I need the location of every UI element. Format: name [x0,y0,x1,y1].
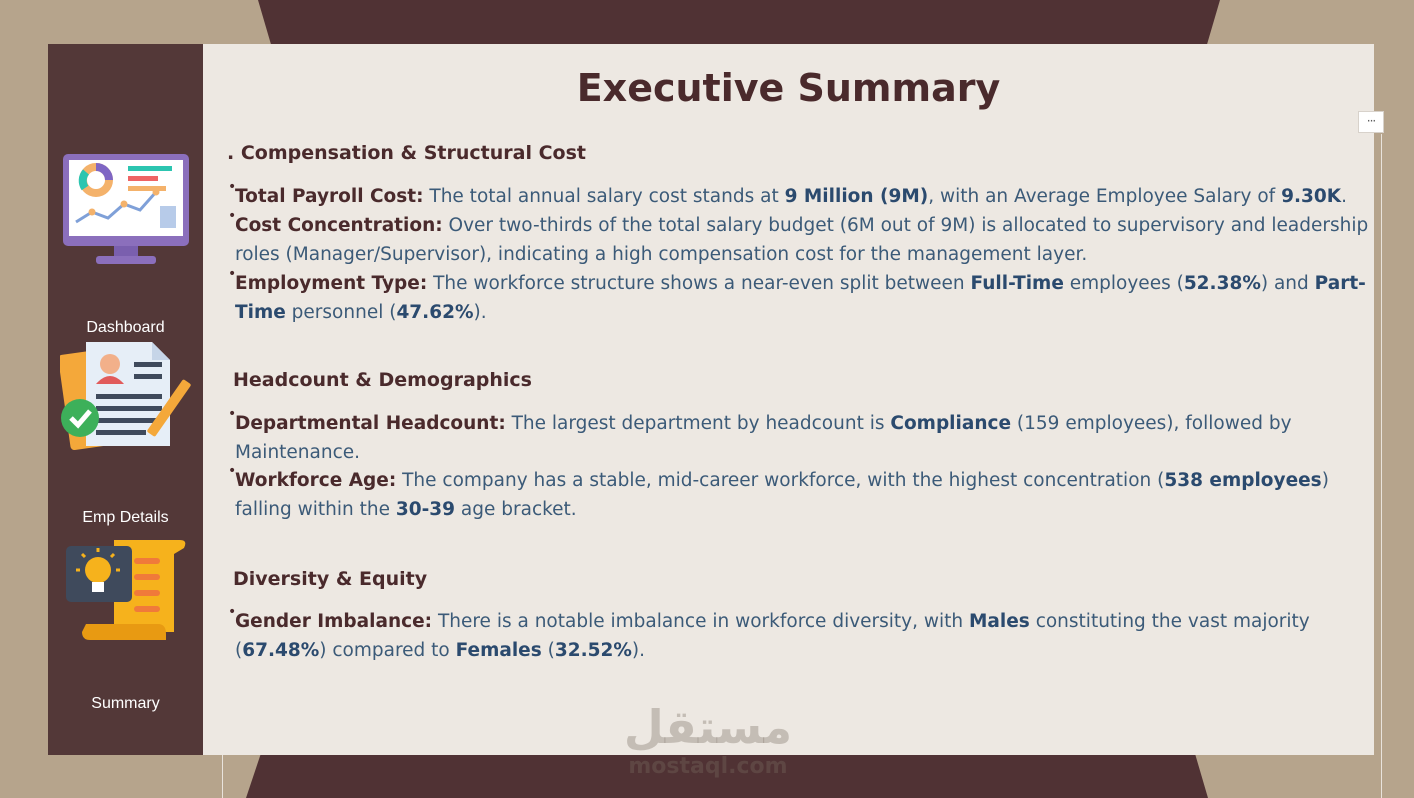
bullet-highlight: 52.38% [1183,273,1261,294]
bullet-highlight: 32.52% [554,640,632,661]
employee-document-icon [60,340,192,456]
bullet-text: The total annual salary cost stands at [423,186,785,207]
section-heading-compensation: . Compensation & Structural Cost [227,142,586,164]
bullet-dot: • [228,463,237,479]
bullet-text: ) falling within the [235,470,1329,520]
sidebar-item-label: Dashboard [86,319,165,336]
background-line [222,752,223,798]
watermark-logo [620,700,796,780]
bullet-label: Gender Imbalance: [235,611,433,632]
sidebar-item-emp-details[interactable] [48,340,203,526]
bullet-text: . [1341,186,1347,207]
bullet-label: Workforce Age: [235,470,397,491]
background-top-band [258,0,1220,46]
dashboard-monitor-icon [62,152,190,270]
bullet-highlight: Full-Time [970,273,1064,294]
summary-scroll-icon [62,534,188,646]
bullet-text: ( [541,640,555,661]
bullet-text: employees ( [1063,273,1184,294]
bullet-departmental-headcount [228,406,1370,467]
bullet-highlight: 67.48% [242,640,320,661]
bullet-dot: • [228,266,237,282]
bullet-dot: • [228,406,237,422]
more-options-button[interactable]: ··· [1358,111,1384,133]
bullet-highlight: Part-Time [235,273,1366,323]
bullet-text: (159 employees), followed by Maintenance. [235,413,1292,463]
bullet-label: Cost Concentration: [235,215,443,236]
sidebar-item-dashboard[interactable] [48,152,203,336]
bullet-text: Over two-thirds of the total salary budget (6M out of 9M) is allocated to supervisory and leadership roles (Manager/Supervisor), indicating a high compensation cost for the management layer. [235,215,1369,265]
bullet-label: Total Payroll Cost: [235,186,424,207]
bullet-highlight: Females [455,640,542,661]
background-line [1381,134,1382,798]
bullet-highlight: 30-39 [395,499,456,520]
bullet-cost-concentration [228,208,1370,269]
bullet-highlight: 47.62% [396,302,474,323]
bullet-dot: • [228,604,237,620]
bullet-highlight: 9 Million (9M) [784,186,929,207]
bullet-workforce-age [228,463,1370,524]
sidebar-item-label: Summary [91,695,160,712]
section-heading-diversity: Diversity & Equity [233,568,428,590]
sidebar-nav [48,44,203,755]
bullet-text: ). [631,640,646,661]
bullet-text: The workforce structure shows a near-even split between [427,273,971,294]
bullet-text: , with an Average Employee Salary of [928,186,1282,207]
sidebar-item-label: Emp Details [82,509,169,526]
sidebar-item-summary[interactable] [48,534,203,712]
bullet-highlight: 538 employees [1164,470,1322,491]
bullet-highlight: Males [969,611,1030,632]
bullet-dot: • [228,179,237,195]
bullet-label: Employment Type: [235,273,428,294]
bullet-text: The company has a stable, mid-career workforce, with the highest concentration ( [396,470,1165,491]
bullet-text: The largest department by headcount is [505,413,891,434]
bullet-text: ) compared to [319,640,456,661]
bullet-text: ) and [1260,273,1315,294]
bullet-text: ). [473,302,487,323]
watermark-url: mostaql.com [628,754,788,779]
bullet-highlight: Compliance [890,413,1012,434]
section-heading-headcount: Headcount & Demographics [233,369,532,391]
bullet-gender-imbalance [228,604,1370,665]
bullet-total-payroll-cost [228,179,1370,211]
watermark-arabic: مستقل [623,700,793,754]
summary-panel [203,44,1374,755]
bullet-text: There is a notable imbalance in workforce diversity, with [432,611,970,632]
bullet-text: constituting the vast majority ( [235,611,1310,661]
bullet-text: personnel ( [285,302,397,323]
bullet-text: age bracket. [455,499,577,520]
bullet-employment-type [228,266,1370,327]
bullet-label: Departmental Headcount: [235,413,506,434]
bullet-dot: • [228,208,237,224]
page-title: Executive Summary [576,66,1001,110]
bullet-highlight: 9.30K [1281,186,1342,207]
